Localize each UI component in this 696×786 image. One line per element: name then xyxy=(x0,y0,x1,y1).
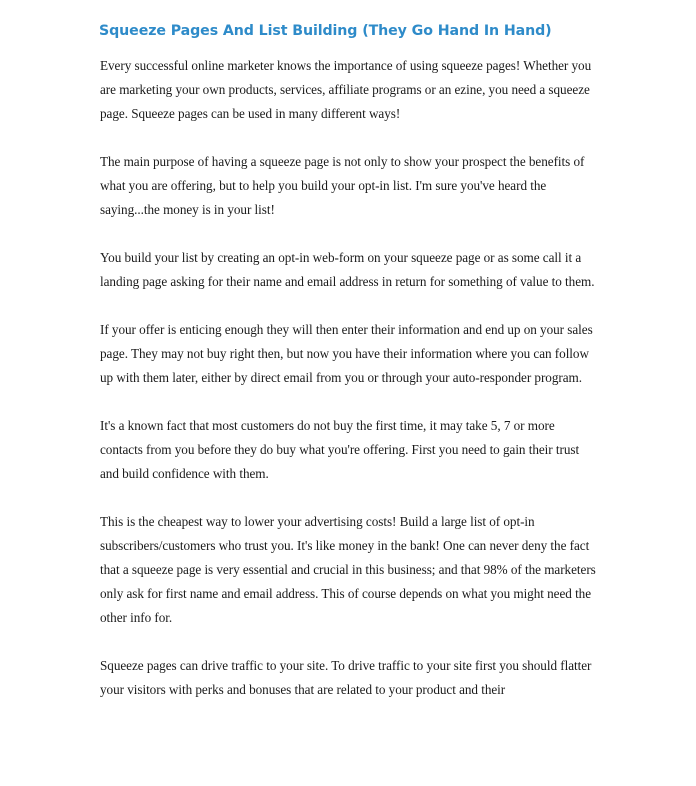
paragraph-known-fact: It's a known fact that most customers do not buy the first time, it may take 5, 7 or more contacts from you before they do buy what you're offering. First you need to gain their trust and build confidence with them. xyxy=(100,418,580,481)
paragraph-cheapest-way: This is the cheapest way to lower your advertising costs! Build a large list of opt-in subscribers/customers who trust you. It's like money in the bank! One can never deny the fact that a squeeze page is very essential and crucial in this business; and that 98% of the marketers only ask for first name and email address. This of course depends on what you might need the other info for. xyxy=(100,514,596,625)
paragraph-main-purpose: The main purpose of having a squeeze page is not only to show your prospect the benefits of what you are offering, but to help you build your opt-in list. I'm sure you've heard the saying...the money is in your list! xyxy=(100,154,585,217)
paragraph-drive-traffic: Squeeze pages can drive traffic to your site. To drive traffic to your site first you should flatter your visitors with perks and bonuses that are related to your product and their xyxy=(100,658,592,697)
document-page xyxy=(100,20,600,726)
paragraph-enticing-offer: If your offer is enticing enough they will then enter their information and end up on your sales page. They may not buy right then, but now you have their information where you can follow up with them later, either by direct email from you or through your auto-responder program. xyxy=(100,322,593,385)
paragraph-build-list: You build your list by creating an opt-in web-form on your squeeze page or as some call it a landing page asking for their name and email address in return for something of value to them. xyxy=(100,250,595,289)
document-title: Squeeze Pages And List Building (They Go Hand In Hand) xyxy=(99,23,552,39)
paragraph-intro: Every successful online marketer knows the importance of using squeeze pages! Whether you are marketing your own products, services, affiliate programs or an ezine, you need a squeeze page. Squeeze pages can be used in many different ways! xyxy=(100,58,592,121)
